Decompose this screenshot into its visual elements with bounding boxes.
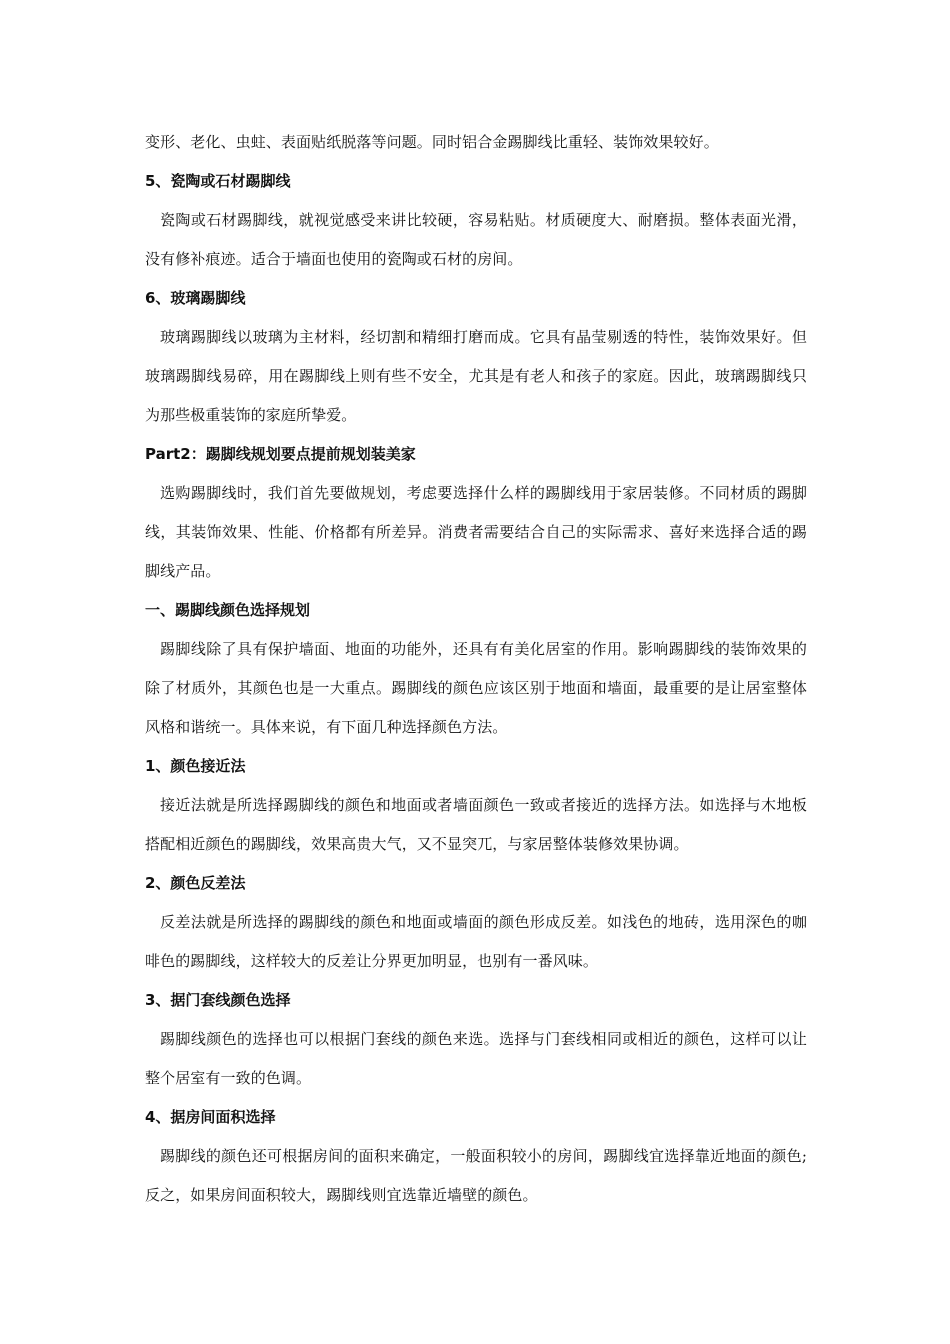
paragraph-planning-intro: 选购踢脚线时，我们首先要做规划，考虑要选择什么样的踢脚线用于家居装修。不同材质的踢脚线，其装饰效果、性能、价格都有所差异。消费者需要结合自己的实际需求、喜好来选择合适的踢脚线产品。 — [145, 484, 807, 580]
paragraph-door-frame: 踢脚线颜色的选择也可以根据门套线的颜色来选。选择与门套线相同或相近的颜色，这样可以让整个居室有一致的色调。 — [145, 1030, 807, 1087]
document-page — [145, 123, 807, 1215]
heading-color-similar-method: 1、颜色接近法 — [145, 757, 246, 775]
paragraph-room-area: 踢脚线的颜色还可根据房间的面积来确定，一般面积较小的房间，踢脚线宜选择靠近地面的颜色;反之，如果房间面积较大，踢脚线则宜选靠近墙壁的颜色。 — [145, 1147, 807, 1204]
heading-color-planning: 一、踢脚线颜色选择规划 — [145, 601, 311, 619]
heading-room-area-color: 4、据房间面积选择 — [145, 1108, 276, 1126]
paragraph-ceramic-stone: 瓷陶或石材踢脚线，就视觉感受来讲比较硬，容易粘贴。材质硬度大、耐磨损。整体表面光滑，没有修补痕迹。适合于墙面也使用的瓷陶或石材的房间。 — [145, 211, 807, 268]
heading-part2-planning: Part2：踢脚线规划要点提前规划装美家 — [145, 445, 416, 463]
heading-color-contrast-method: 2、颜色反差法 — [145, 874, 246, 892]
paragraph-color-contrast: 反差法就是所选择的踢脚线的颜色和地面或墙面的颜色形成反差。如浅色的地砖，选用深色的咖啡色的踢脚线，这样较大的反差让分界更加明显，也别有一番风味。 — [145, 913, 807, 970]
paragraph-color-intro: 踢脚线除了具有保护墙面、地面的功能外，还具有有美化居室的作用。影响踢脚线的装饰效果的除了材质外，其颜色也是一大重点。踢脚线的颜色应该区别于地面和墙面，最重要的是让居室整体风格和谐统一。具体来说，有下面几种选择颜色方法。 — [145, 640, 807, 736]
paragraph-glass: 玻璃踢脚线以玻璃为主材料，经切割和精细打磨而成。它具有晶莹剔透的特性，装饰效果好。但玻璃踢脚线易碎，用在踢脚线上则有些不安全，尤其是有老人和孩子的家庭。因此，玻璃踢脚线只为那些极重装饰的家庭所挚爱。 — [145, 328, 807, 424]
heading-glass-baseboard: 6、玻璃踢脚线 — [145, 289, 246, 307]
heading-door-frame-color: 3、据门套线颜色选择 — [145, 991, 291, 1009]
paragraph-color-similar: 接近法就是所选择踢脚线的颜色和地面或者墙面颜色一致或者接近的选择方法。如选择与木地板搭配相近颜色的踢脚线，效果高贵大气，又不显突兀，与家居整体装修效果协调。 — [145, 796, 807, 853]
heading-ceramic-stone-baseboard: 5、瓷陶或石材踢脚线 — [145, 172, 291, 190]
paragraph-aluminum-continued: 变形、老化、虫蛀、表面贴纸脱落等问题。同时铝合金踢脚线比重轻、装饰效果较好。 — [145, 133, 719, 151]
